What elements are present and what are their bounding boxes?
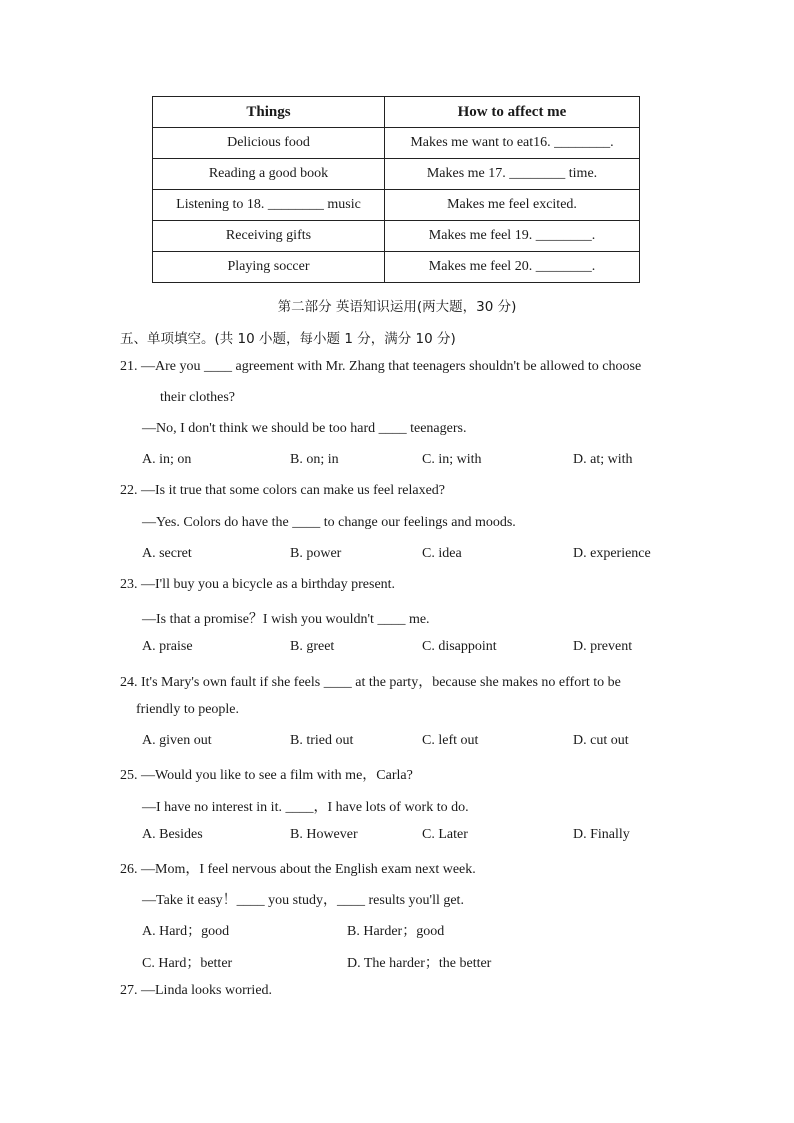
question-reply: —No, I don't think we should be too hard ____ teenagers. — [142, 421, 467, 436]
table-cell: Playing soccer — [153, 252, 385, 283]
question-stem: 27. —Linda looks worried. — [120, 983, 273, 998]
question-reply: —Take it easy！____ you study，____ results you'll get. — [142, 893, 464, 908]
option-d: D. Finally — [573, 827, 630, 842]
option-d: D. at; with — [573, 452, 633, 467]
table-row — [153, 252, 640, 283]
question-stem: 23. —I'll buy you a bicycle as a birthday present. — [120, 577, 396, 592]
table-header: How to affect me — [385, 97, 640, 128]
question-stem-cont: friendly to people. — [136, 702, 240, 717]
option-d: D. experience — [573, 546, 651, 561]
option-a: A. Hard；good — [142, 924, 230, 939]
table-header-row — [153, 97, 640, 128]
option-d: D. The harder；the better — [347, 956, 492, 971]
question-stem: 22. —Is it true that some colors can make us feel relaxed? — [120, 483, 445, 498]
vocab-table — [152, 96, 640, 283]
table-cell: Makes me feel 20. ________. — [385, 252, 640, 283]
option-a: A. Besides — [142, 827, 203, 842]
question-reply: —Yes. Colors do have the ____ to change our feelings and moods. — [142, 515, 516, 530]
option-a: A. praise — [142, 639, 193, 654]
option-c: C. idea — [422, 546, 462, 561]
option-c: C. Hard；better — [142, 956, 233, 971]
table-row — [153, 221, 640, 252]
option-a: A. in; on — [142, 452, 192, 467]
option-d: D. cut out — [573, 733, 629, 748]
option-b: B. power — [290, 546, 342, 561]
option-b: B. on; in — [290, 452, 339, 467]
question-reply: —Is that a promise？I wish you wouldn't ____ me. — [142, 612, 430, 627]
option-c: C. disappoint — [422, 639, 497, 654]
option-b: B. tried out — [290, 733, 354, 748]
table-cell: Listening to 18. ________ music — [153, 190, 385, 221]
option-b: B. However — [290, 827, 358, 842]
option-c: C. in; with — [422, 452, 482, 467]
part-title: 第二部分 英语知识运用(两大题，30 分) — [277, 299, 517, 315]
question-reply: —I have no interest in it. ____，I have lots of work to do. — [142, 800, 469, 815]
table-header: Things — [153, 97, 385, 128]
table-cell: Receiving gifts — [153, 221, 385, 252]
option-a: A. given out — [142, 733, 212, 748]
option-c: C. left out — [422, 733, 479, 748]
table-cell: Makes me feel 19. ________. — [385, 221, 640, 252]
table-row — [153, 159, 640, 190]
table-row — [153, 128, 640, 159]
question-stem: 26. —Mom，I feel nervous about the English exam next week. — [120, 862, 476, 877]
table-cell: Makes me 17. ________ time. — [385, 159, 640, 190]
option-d: D. prevent — [573, 639, 633, 654]
question-stem: 24. It's Mary's own fault if she feels ____ at the party，because she makes no effort to be — [120, 675, 621, 690]
option-c: C. Later — [422, 827, 468, 842]
question-stem: 21. —Are you ____ agreement with Mr. Zhang that teenagers shouldn't be allowed to choose — [120, 359, 642, 374]
option-b: B. greet — [290, 639, 335, 654]
section-heading: 五、单项填空。(共 10 小题，每小题 1 分，满分 10 分) — [120, 331, 456, 347]
option-a: A. secret — [142, 546, 192, 561]
table-cell: Reading a good book — [153, 159, 385, 190]
question-stem-cont: their clothes? — [160, 390, 236, 405]
table-row — [153, 190, 640, 221]
table-cell: Makes me feel excited. — [385, 190, 640, 221]
option-b: B. Harder；good — [347, 924, 445, 939]
question-stem: 25. —Would you like to see a film with me，Carla? — [120, 768, 413, 783]
table-cell: Delicious food — [153, 128, 385, 159]
table-cell: Makes me want to eat16. ________. — [385, 128, 640, 159]
